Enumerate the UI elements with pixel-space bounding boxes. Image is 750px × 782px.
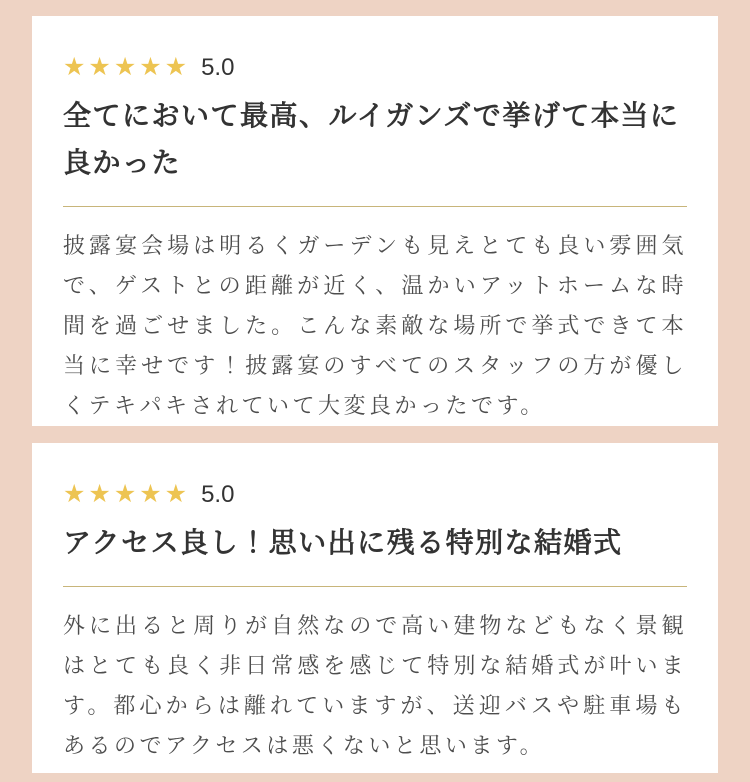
- review-body: 外に出ると周りが自然なので高い建物などもなく景観はとても良く非日常感を感じて特別な結婚式が叶います。都心からは離れていますが、送迎バスや駐車場もあるのでアクセスは悪くないと思います。: [63, 613, 687, 758]
- star-rating-icons: ★★★★★: [63, 479, 191, 508]
- rating-row: [63, 52, 687, 82]
- rating-score: 5.0: [201, 54, 235, 81]
- review-card: [32, 443, 718, 773]
- review-title: アクセス良し！思い出に残る特別な結婚式: [63, 527, 623, 558]
- divider: [63, 206, 687, 207]
- review-title: 全てにおいて最高、ルイガンズで挙げて本当に良かった: [63, 100, 680, 178]
- rating-row: [63, 479, 687, 509]
- review-body: 披露宴会場は明るくガーデンも見えとても良い雰囲気で、ゲストとの距離が近く、温かいアットホームな時間を過ごせました。こんな素敵な場所で挙式できて本当に幸せです！披露宴のすべてのスタッフの方が優しくテキパキされていて大変良かったです。: [63, 233, 687, 418]
- review-card: [32, 16, 718, 426]
- divider: [63, 586, 687, 587]
- rating-score: 5.0: [201, 481, 235, 508]
- star-rating-icons: ★★★★★: [63, 52, 191, 81]
